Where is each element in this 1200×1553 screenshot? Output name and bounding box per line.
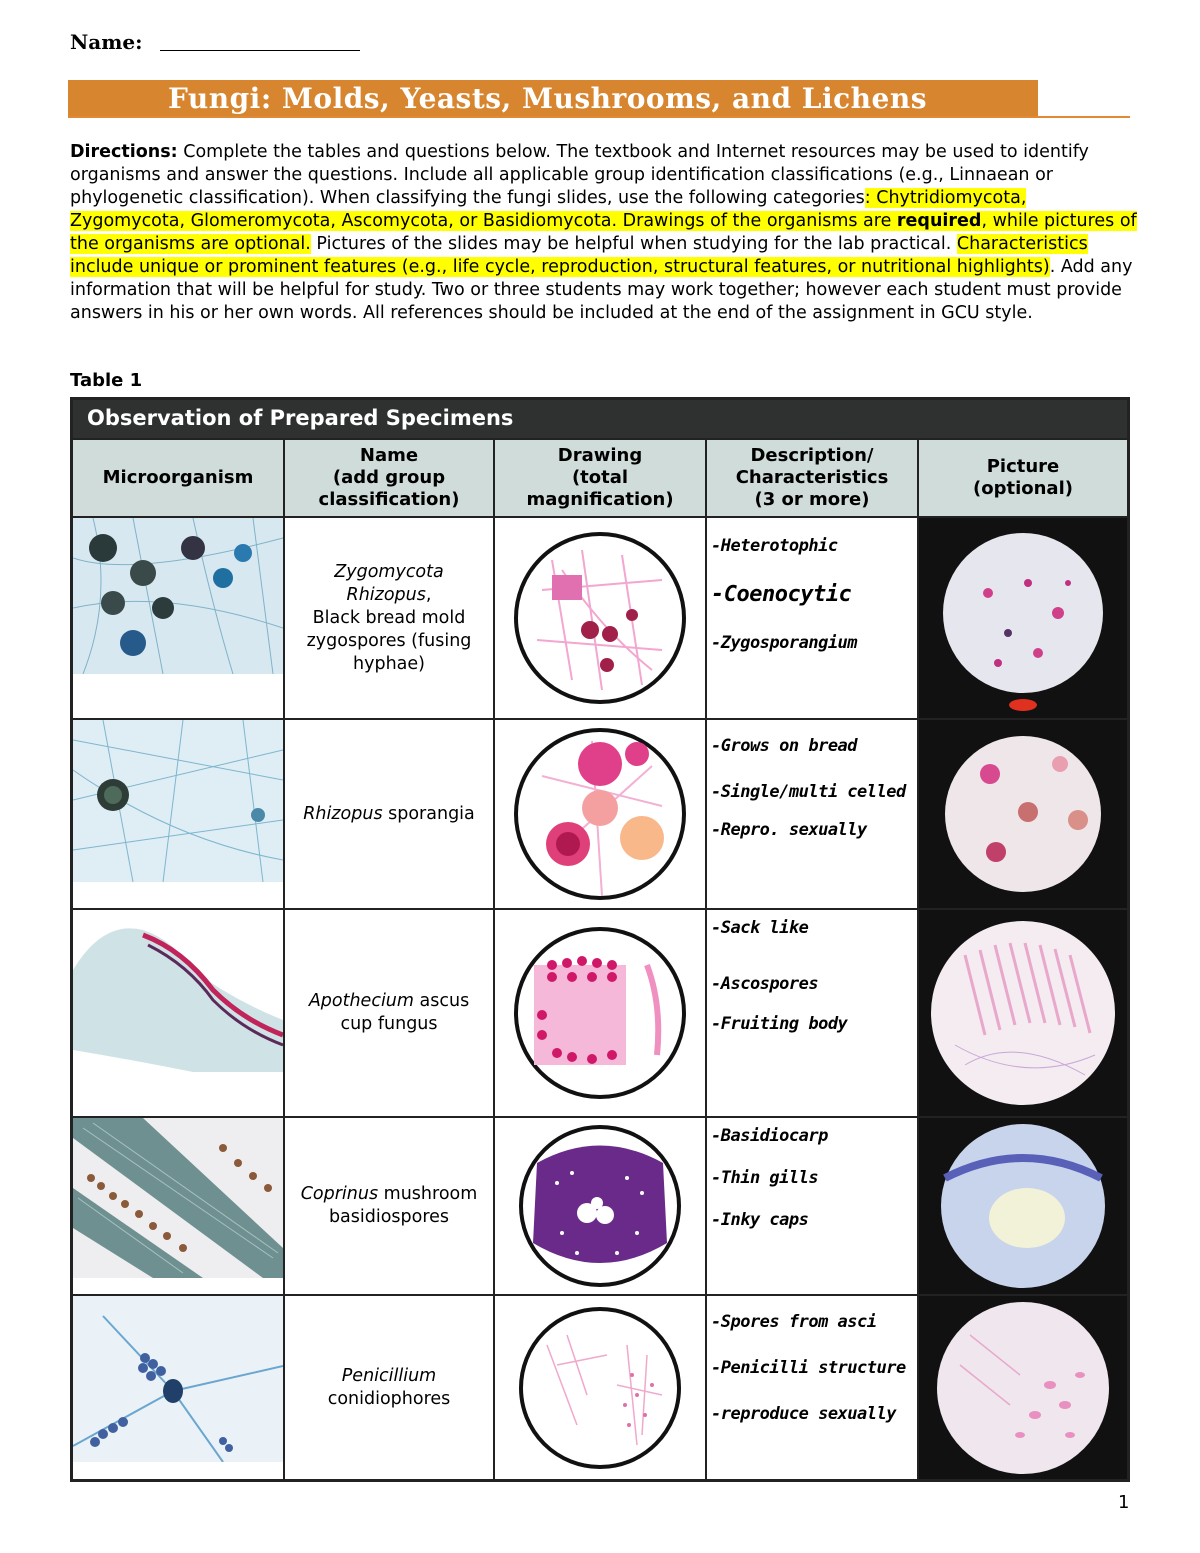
desc-item: -Thin gills	[711, 1168, 819, 1188]
directions-text-1: Complete the tables and questions below. The textbook and Internet resources may be used to identify organisms and answer the questions. Include all applicable group identification classifications (e.g., Linnaean or phylogenetic classification). When classifying the fungi slides, use the following categories	[70, 142, 1089, 208]
directions-label: Directions:	[70, 142, 178, 162]
directions-required: required	[896, 211, 982, 231]
specimen-description	[707, 518, 919, 718]
table-row	[73, 1116, 1127, 1294]
desc-item: -Fruiting body	[711, 1014, 848, 1034]
desc-item: -Zygosporangium	[711, 633, 858, 653]
specimen-picture	[919, 1296, 1127, 1479]
desc-item: -Repro. sexually	[711, 820, 867, 840]
specimen-description	[707, 1296, 919, 1479]
page-title: Fungi: Molds, Yeasts, Mushrooms, and Lichens	[168, 82, 927, 115]
table-row	[73, 516, 1127, 718]
table-row	[73, 718, 1127, 908]
directions-text-3: . Add any information that will be helpful for study. Two or three students may work together; however each student must provide answers in his or her own words. All references should be included at the end of the assignment in GCU style.	[70, 257, 1133, 323]
col-description: Description/ Characteristics (3 or more)	[707, 440, 919, 516]
table-label: Table 1	[70, 370, 143, 391]
specimen-name: Penicillium conidiophores	[285, 1296, 495, 1479]
specimen-description	[707, 1118, 919, 1294]
desc-item: -Basidiocarp	[711, 1126, 828, 1146]
specimen-picture	[919, 1118, 1127, 1294]
specimen-picture	[919, 720, 1127, 908]
desc-item: -Grows on bread	[711, 736, 858, 756]
table-row	[73, 908, 1127, 1116]
specimen-drawing	[495, 1296, 707, 1479]
microorganism-image	[73, 720, 285, 908]
desc-item: -Heterotophic	[711, 536, 838, 556]
specimen-name: Apothecium ascus cup fungus	[285, 910, 495, 1116]
specimen-picture	[919, 910, 1127, 1116]
observation-table	[70, 397, 1130, 1482]
name-label: Name:	[70, 30, 143, 54]
specimen-drawing	[495, 1118, 707, 1294]
directions-highlight-1: : Chytridiomycota, Zygomycota, Glomeromycota, Ascomycota, or Basidiomycota. Drawings of the organisms are	[70, 188, 1027, 231]
specimen-name: Zygomycota Rhizopus, Black bread mold zygospores (fusing hyphae)	[285, 518, 495, 718]
page-number: 1	[1118, 1492, 1130, 1513]
desc-item: -Coenocytic	[711, 582, 852, 607]
desc-item: -Ascospores	[711, 974, 819, 994]
specimen-drawing	[495, 910, 707, 1116]
specimen-description	[707, 720, 919, 908]
col-drawing: Drawing (total magnification)	[495, 440, 707, 516]
specimen-description	[707, 910, 919, 1116]
specimen-drawing	[495, 518, 707, 718]
directions-text-2: Pictures of the slides may be helpful when studying for the lab practical.	[310, 234, 957, 254]
microorganism-image	[73, 1296, 285, 1479]
directions	[70, 141, 1140, 325]
desc-item: -Sack like	[711, 918, 809, 938]
desc-item: -reproduce sexually	[711, 1404, 896, 1424]
specimen-name: Rhizopus sporangia	[285, 720, 495, 908]
microorganism-image	[73, 910, 285, 1116]
table-row	[73, 1294, 1127, 1479]
table-title: Observation of Prepared Specimens	[73, 400, 1127, 438]
desc-item: -Penicilli structure	[711, 1358, 906, 1378]
directions-highlight-1c: , while pictures of the organisms are optional.	[70, 211, 1137, 254]
desc-item: -Inky caps	[711, 1210, 809, 1230]
microorganism-image	[73, 1118, 285, 1294]
specimen-picture	[919, 518, 1127, 718]
specimen-name: Coprinus mushroom basidiospores	[285, 1118, 495, 1294]
specimen-drawing	[495, 720, 707, 908]
desc-item: -Spores from asci	[711, 1312, 877, 1332]
col-picture: Picture (optional)	[973, 456, 1073, 499]
col-name: Name (add group classification)	[285, 440, 495, 516]
title-banner	[68, 80, 1130, 118]
col-microorganism: Microorganism	[73, 440, 285, 516]
microorganism-image	[73, 518, 285, 718]
column-headers	[73, 438, 1127, 516]
name-line[interactable]	[160, 50, 360, 51]
desc-item: -Single/multi celled	[711, 782, 906, 802]
directions-highlight-2: Characteristics include unique or prominent features (e.g., life cycle, reproduction, structural features, or nutritional highlights)	[70, 234, 1088, 277]
